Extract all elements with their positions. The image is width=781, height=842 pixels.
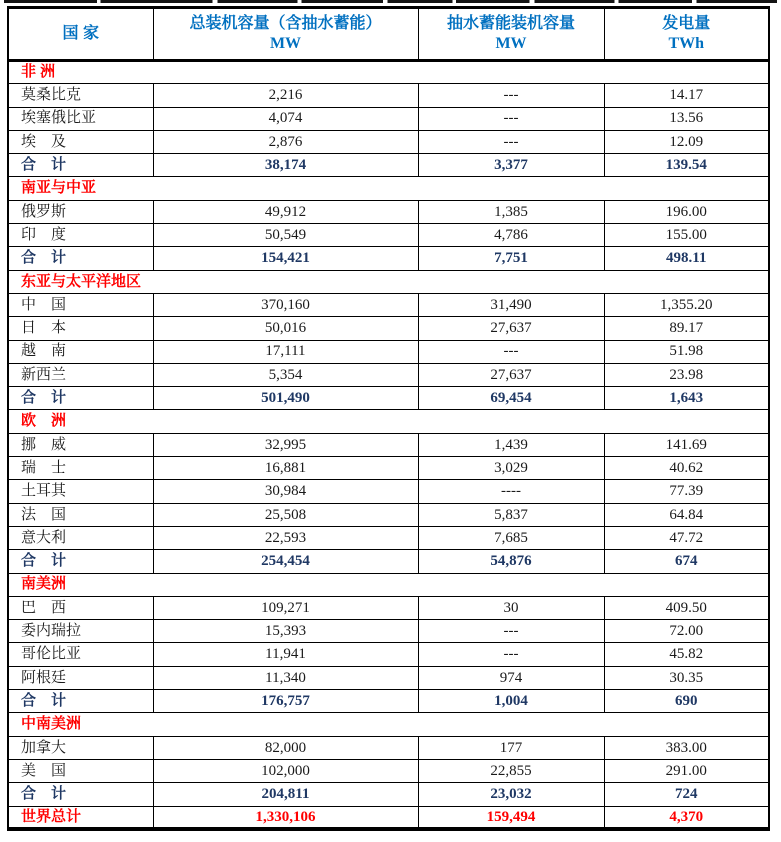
generation-cell: 674 [604,550,769,573]
region-label: 欧 洲 [8,410,769,433]
table-row [8,224,769,247]
hydropower-capacity-table [7,6,770,831]
subtotal-row-south-america [8,690,769,713]
generation-cell: 14.17 [604,84,769,107]
pumped-capacity-cell: 4,786 [418,224,604,247]
total-capacity-cell: 16,881 [153,457,418,480]
table-row [8,340,769,363]
subtotal-label: 合 计 [8,154,153,177]
country-cell: 埃塞俄比亚 [8,107,153,130]
generation-cell: 1,355.20 [604,293,769,316]
generation-cell: 690 [604,690,769,713]
header-pumped-capacity [418,8,604,61]
region-row-south-central-asia [8,177,769,200]
total-capacity-cell: 2,216 [153,84,418,107]
country-cell: 哥伦比亚 [8,643,153,666]
generation-cell: 23.98 [604,363,769,386]
table-row [8,759,769,782]
generation-cell: 498.11 [604,247,769,270]
total-capacity-cell: 501,490 [153,387,418,410]
generation-cell: 1,643 [604,387,769,410]
header-pumped-capacity-unit: MW [495,35,527,52]
generation-cell: 51.98 [604,340,769,363]
header-generation [604,8,769,61]
header-generation-unit: TWh [668,35,705,52]
country-cell: 意大利 [8,526,153,549]
total-capacity-cell: 5,354 [153,363,418,386]
table-row [8,107,769,130]
region-row-europe [8,410,769,433]
total-capacity-cell: 82,000 [153,736,418,759]
region-row-central-south-america [8,713,769,736]
total-capacity-cell: 25,508 [153,503,418,526]
table-row [8,736,769,759]
total-capacity-cell: 30,984 [153,480,418,503]
region-label: 南美洲 [8,573,769,596]
total-capacity-cell: 17,111 [153,340,418,363]
country-cell: 埃 及 [8,130,153,153]
table-row [8,130,769,153]
region-row-east-asia-pacific [8,270,769,293]
pumped-capacity-cell: 7,751 [418,247,604,270]
pumped-capacity-cell: 30 [418,596,604,619]
total-capacity-cell: 370,160 [153,293,418,316]
pumped-capacity-cell: 1,385 [418,200,604,223]
table-row [8,666,769,689]
header-total-capacity [153,8,418,61]
region-label: 南亚与中亚 [8,177,769,200]
pumped-capacity-cell: 54,876 [418,550,604,573]
subtotal-row-south-central-asia [8,247,769,270]
header-country-label: 国 家 [62,25,99,43]
total-capacity-cell: 2,876 [153,130,418,153]
country-cell: 中 国 [8,293,153,316]
pumped-capacity-cell: 5,837 [418,503,604,526]
pumped-capacity-cell: 974 [418,666,604,689]
table-header-row [8,8,769,61]
total-capacity-cell: 176,757 [153,690,418,713]
country-cell: 阿根廷 [8,666,153,689]
table-row [8,643,769,666]
generation-cell: 47.72 [604,526,769,549]
region-label: 非 洲 [8,61,769,84]
total-capacity-cell: 154,421 [153,247,418,270]
total-capacity-cell: 50,016 [153,317,418,340]
generation-cell: 196.00 [604,200,769,223]
pumped-capacity-cell: 23,032 [418,783,604,806]
cutoff-content-strip [4,0,777,3]
table-row [8,596,769,619]
country-cell: 法 国 [8,503,153,526]
header-pumped-capacity-label: 抽水蓄能装机容量 [446,15,575,33]
subtotal-label: 合 计 [8,387,153,410]
pumped-capacity-cell: --- [418,340,604,363]
generation-cell: 291.00 [604,759,769,782]
pumped-capacity-cell: 177 [418,736,604,759]
country-cell: 新西兰 [8,363,153,386]
pumped-capacity-cell: 1,004 [418,690,604,713]
pumped-capacity-cell: 27,637 [418,363,604,386]
total-capacity-cell: 4,074 [153,107,418,130]
total-capacity-cell: 38,174 [153,154,418,177]
region-label: 东亚与太平洋地区 [8,270,769,293]
generation-cell: 77.39 [604,480,769,503]
header-generation-label: 发电量 [662,15,711,33]
region-label: 中南美洲 [8,713,769,736]
generation-cell: 155.00 [604,224,769,247]
total-capacity-cell: 15,393 [153,620,418,643]
generation-cell: 72.00 [604,620,769,643]
total-capacity-cell: 11,941 [153,643,418,666]
country-cell: 委内瑞拉 [8,620,153,643]
subtotal-row-africa [8,154,769,177]
country-cell: 日 本 [8,317,153,340]
table-row [8,503,769,526]
generation-cell: 12.09 [604,130,769,153]
pumped-capacity-cell: 69,454 [418,387,604,410]
generation-cell: 139.54 [604,154,769,177]
total-capacity-cell: 204,811 [153,783,418,806]
generation-cell: 64.84 [604,503,769,526]
pumped-capacity-cell: 3,377 [418,154,604,177]
total-capacity-cell: 50,549 [153,224,418,247]
generation-cell: 30.35 [604,666,769,689]
total-capacity-cell: 11,340 [153,666,418,689]
subtotal-label: 合 计 [8,247,153,270]
total-capacity-cell: 49,912 [153,200,418,223]
country-cell: 瑞 士 [8,457,153,480]
region-row-south-america [8,573,769,596]
table-row [8,457,769,480]
pumped-capacity-cell: 7,685 [418,526,604,549]
header-total-capacity-label: 总装机容量（含抽水蓄能） [189,15,382,33]
pumped-capacity-cell: 1,439 [418,433,604,456]
generation-cell: 13.56 [604,107,769,130]
subtotal-row-central-south-america [8,783,769,806]
pumped-capacity-cell: 22,855 [418,759,604,782]
table-row [8,433,769,456]
region-row-africa [8,61,769,84]
country-cell: 俄罗斯 [8,200,153,223]
pumped-capacity-cell: --- [418,643,604,666]
world-total-row [8,806,769,829]
table-row [8,84,769,107]
country-cell: 土耳其 [8,480,153,503]
header-country [8,8,153,61]
generation-cell: 40.62 [604,457,769,480]
generation-cell: 724 [604,783,769,806]
total-capacity-cell: 1,330,106 [153,806,418,829]
table-row [8,480,769,503]
country-cell: 印 度 [8,224,153,247]
generation-cell: 45.82 [604,643,769,666]
subtotal-label: 合 计 [8,550,153,573]
total-capacity-cell: 32,995 [153,433,418,456]
subtotal-row-east-asia-pacific [8,387,769,410]
total-capacity-cell: 102,000 [153,759,418,782]
table-row [8,293,769,316]
pumped-capacity-cell: --- [418,107,604,130]
generation-cell: 409.50 [604,596,769,619]
country-cell: 加拿大 [8,736,153,759]
table-row [8,317,769,340]
country-cell: 莫桑比克 [8,84,153,107]
generation-cell: 141.69 [604,433,769,456]
subtotal-row-europe [8,550,769,573]
total-capacity-cell: 22,593 [153,526,418,549]
pumped-capacity-cell: --- [418,130,604,153]
total-capacity-cell: 254,454 [153,550,418,573]
country-cell: 巴 西 [8,596,153,619]
table-row [8,620,769,643]
pumped-capacity-cell: 159,494 [418,806,604,829]
generation-cell: 4,370 [604,806,769,829]
subtotal-label: 合 计 [8,690,153,713]
total-capacity-cell: 109,271 [153,596,418,619]
generation-cell: 383.00 [604,736,769,759]
generation-cell: 89.17 [604,317,769,340]
table-row [8,200,769,223]
pumped-capacity-cell: ---- [418,480,604,503]
table-row [8,526,769,549]
pumped-capacity-cell: --- [418,84,604,107]
subtotal-label: 合 计 [8,783,153,806]
country-cell: 美 国 [8,759,153,782]
table-row [8,363,769,386]
pumped-capacity-cell: 27,637 [418,317,604,340]
country-cell: 越 南 [8,340,153,363]
pumped-capacity-cell: 31,490 [418,293,604,316]
country-cell: 挪 威 [8,433,153,456]
header-total-capacity-unit: MW [269,35,302,52]
pumped-capacity-cell: 3,029 [418,457,604,480]
world-total-label: 世界总计 [8,806,153,829]
pumped-capacity-cell: --- [418,620,604,643]
